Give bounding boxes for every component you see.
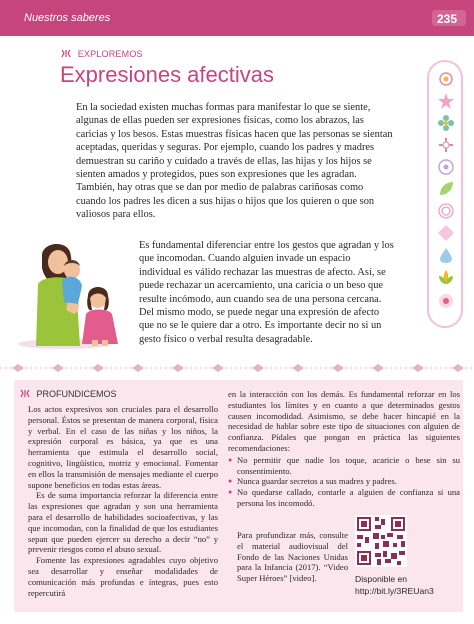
available-label: Disponible en (355, 574, 408, 584)
deepen-paragraph: Fomente las expresiones agradables cuyo objetivo sea desarrollar y enseñar modalidades de comunicación más profundas e íntegras, pues esto repercutirá (28, 555, 218, 598)
deepen-label (20, 389, 117, 399)
rail-spiral-icon (437, 202, 455, 220)
recommendations-list (228, 455, 460, 509)
family-illustration (14, 240, 132, 350)
rail-star-icon (437, 92, 455, 110)
ornament-icon (61, 49, 72, 58)
more-info-text: Para profundizar más, consulte el material audiovisual del Fondo de las Naciones Unidas para la Infancia (2017). “Video Super Héroes” [video]. (237, 530, 348, 584)
deepen-label-text: PROFUNDICEMOS (36, 389, 117, 399)
deepen-paragraph: Los actos expresivos son cruciales para el desarrollo personal. Éstos se presentan de manera corporal, física y verbal. En el caso de las niñas y los niños, la expresión corporal es básica, ya que es una herramienta que estimula el desarrollo social, cognitivo, lingüístico, motriz y emocional. Fomentar en ellos la transmisión de mensajes mediante el cuerpo supone beneficios en todas estas áreas. (28, 404, 218, 490)
explore-label (61, 49, 143, 59)
second-paragraph: Es fundamental diferenciar entre los gestos que agradan y los que incomodan. Cuando alguien invade un espacio individual es válido rechazar las muestras de afecto. Así, se puede rechazar un acercamiento, una caricia o un beso que resulte incómodo, aun cuando sea de una persona cercana. Del mismo modo, se puede negar una expresión de afecto que no se le quiere dar a otro. Es importante decir no si un gesto físico o verbal resulta desagradable. (139, 240, 394, 345)
list-item: ● Nunca guardar secretos a sus madres y padres. (228, 476, 460, 487)
rail-flower-icon (437, 114, 455, 132)
ornamental-divider (0, 362, 474, 374)
rail-leaf-icon (437, 180, 455, 198)
deepen-paragraph: en la interacción con los demás. Es fundamental reforzar en los estudiantes los límites y en cuanto a que determinados gestos causen incomodidad. Asimismo, se debe hacer hincapié en la necesidad de hablar sobre este tipo de situaciones con alguien de confianza. Pídales que pongan en práctica las siguientes recomendaciones: (228, 389, 460, 453)
rail-drop-icon (437, 246, 455, 264)
ornament-icon (20, 389, 31, 398)
resource-link[interactable]: http://bit.ly/3REUan3 (355, 586, 434, 596)
page-title: Expresiones afectivas (60, 62, 274, 87)
list-item: ● No quedarse callado, contarle a alguien de confianza si una persona los incomodó. (228, 487, 460, 509)
deepen-right-column (228, 389, 460, 509)
rail-cross-icon (437, 136, 455, 154)
list-item: ● No permitir que nadie los toque, acaricie o bese sin su consentimiento. (228, 455, 460, 477)
explore-label-text: EXPLOREMOS (77, 49, 143, 59)
qr-code[interactable] (355, 515, 407, 567)
rail-dots-icon (437, 158, 455, 176)
section-title: Nuestros saberes (24, 12, 111, 24)
rail-blossom-icon (437, 292, 455, 310)
header-bar (0, 0, 474, 36)
rail-diamond-icon (437, 224, 455, 242)
deepen-paragraph: Es de suma importancia reforzar la diferencia entre las expresiones que agradan y son una herramienta para el desarrollo de habilidades socioafectivas, y las que incomodan, con la finalidad de que los estudiantes sepan que pueden ejercer su derecho a decir “no” y prevenir riesgos como el abuso sexual. (28, 490, 218, 555)
deepen-left-column (28, 404, 218, 598)
side-icon-rail (427, 60, 463, 328)
rail-lotus-icon (437, 268, 455, 286)
intro-paragraph: En la sociedad existen muchas formas para manifestar lo que se siente, algunas de ellas pueden ser expresiones físicas, como los abrazos, las caricias y los besos. Estas muestras físicas hacen que las personas se sientan aceptadas, queridas y seguras. Por ejemplo, cuando los padres y madres demuestran su cariño y cuidado a través de ellas, las hijas y los hijos se sienten amados y protegidos, pues son expresiones que les agradan. También, hay otras que se dan por medio de palabras cariñosas como cuando los padres les dicen a sus hijas o hijos que los quieren o que son valiosos para ellos. (76, 102, 393, 221)
rail-sun-icon (437, 70, 455, 88)
page-number: 235 (436, 12, 458, 26)
